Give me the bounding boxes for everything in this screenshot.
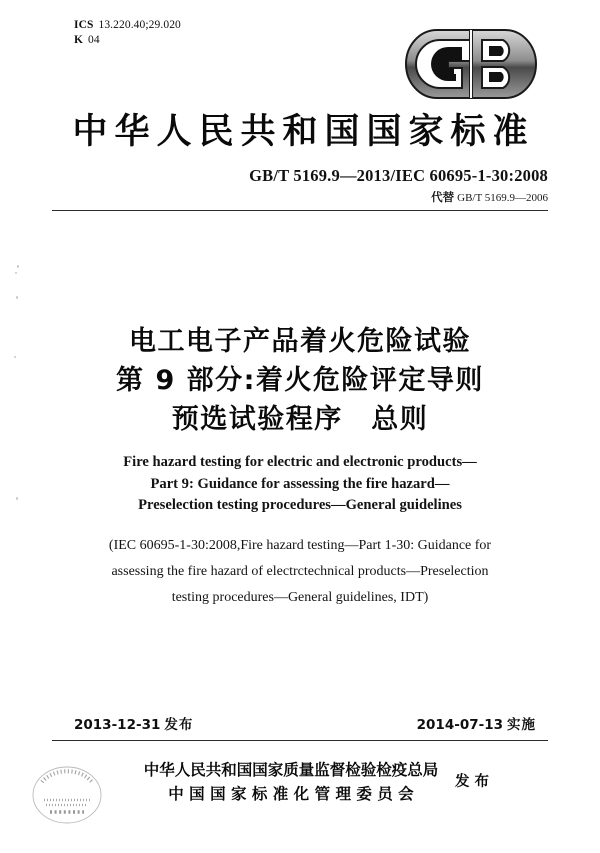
implementation-date [417,713,536,733]
replaces-line [249,189,548,205]
title-cn-line-2: 第 9 部分:着火危险评定导则 [116,365,484,396]
iec-ref-line-2: assessing the fire hazard of electrctechnical products—Preselection [111,564,489,579]
document-title-english [0,452,600,517]
standard-number: GB/T 5169.9—2013/IEC 60695-1-30:2008 [249,166,548,185]
issue-date [74,713,193,733]
gb-emblem-icon [404,28,538,100]
implementation-date-value: 2014-07-13 [416,717,503,733]
title-cn-line-1: 电工电子产品着火危险试验 [129,326,471,357]
document-title-chinese [0,322,600,439]
issuing-agencies [133,758,449,806]
footer-divider-rule [52,740,548,741]
issue-date-value: 2013-12-31 [74,717,161,733]
replaces-label: 代替 [431,190,455,204]
issue-date-label: 发布 [164,717,194,733]
ics-line [74,18,181,33]
iec-ref-line-1: (IEC 60695-1-30:2008,Fire hazard testing—Part 1-30: Guidance for [108,538,492,553]
title-cn-line-3: 预选试验程序 总则 [171,404,429,435]
scan-speckle [16,497,18,500]
national-standard-banner: 中华人民共和国国家标准 [72,111,535,152]
standard-number-block [249,166,548,205]
title-en-line-1: Fire hazard testing for electric and electronic products— [123,454,477,470]
publish-label: 发布 [455,774,494,790]
ccs-value: 04 [88,34,100,47]
implementation-date-label: 实施 [507,717,536,733]
iec-source-reference [84,533,516,611]
scan-speckle [15,272,17,274]
scan-speckle [14,356,16,358]
ics-classification-block [74,18,181,48]
scan-speckle [17,265,19,268]
ccs-label: K [74,34,84,47]
replaces-value: GB/T 5169.9—2006 [457,192,548,204]
header-divider-rule [52,210,548,211]
ics-value: 13.220.40;29.020 [98,19,181,31]
dates-row [52,713,548,733]
title-en-line-3: Preselection testing procedures—General guidelines [138,497,462,513]
scan-speckle [16,296,18,299]
ics-label: ICS [74,19,94,31]
issuing-agency-primary: 中华人民共和国国家质量监督检验检疫总局 [143,761,439,779]
iec-ref-line-3: testing procedures—General guidelines, IDT) [171,590,429,605]
ccs-line [74,33,181,48]
title-en-line-2: Part 9: Guidance for assessing the fire hazard— [150,475,450,492]
seal-watermark-icon [28,760,106,830]
issuing-agency-secondary: 中国国家标准化管理委员会 [168,785,420,803]
